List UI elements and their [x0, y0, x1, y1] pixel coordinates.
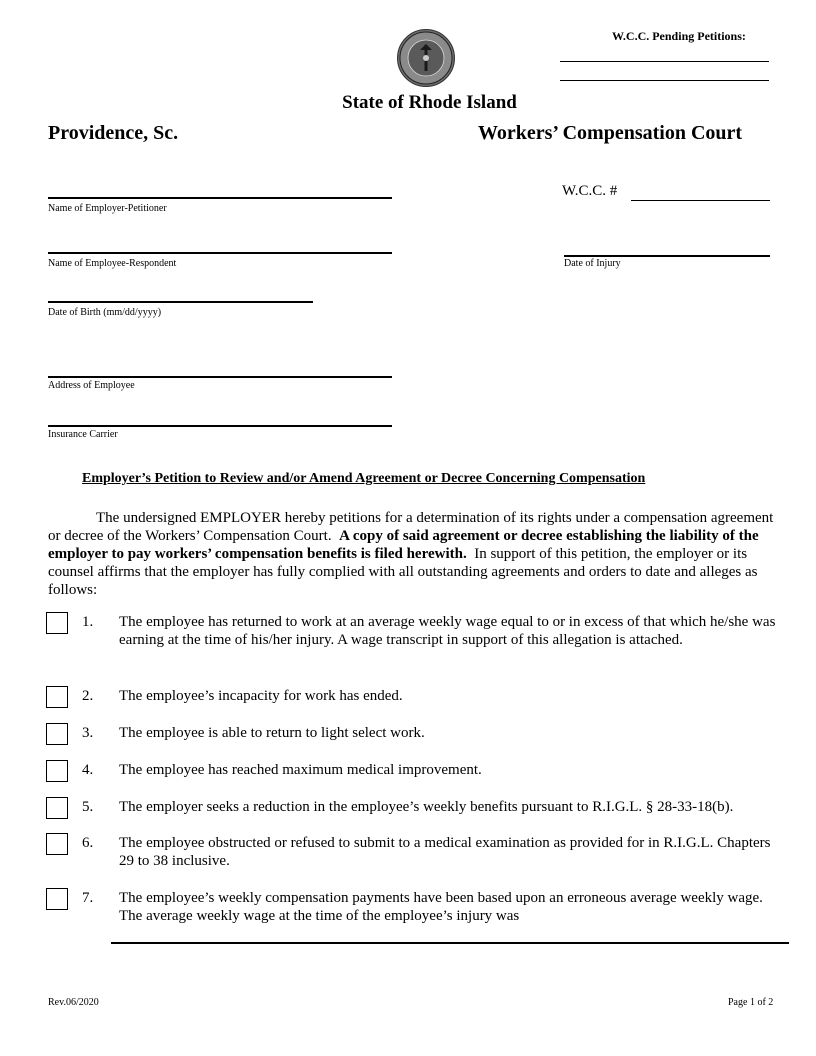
allegation-checkbox-2[interactable] — [46, 686, 68, 708]
revision-label: Rev.06/2020 — [48, 997, 99, 1008]
date-of-injury-label: Date of Injury — [564, 258, 621, 269]
allegation-text: The employee is able to return to light select work. — [119, 725, 425, 741]
insurance-carrier-field[interactable] — [48, 425, 392, 427]
employer-name-field[interactable] — [48, 197, 392, 199]
allegation-number: 2. — [82, 688, 94, 704]
allegation-text: The employee has reached maximum medical improvement. — [119, 762, 482, 778]
employee-name-field[interactable] — [48, 252, 392, 254]
allegation-checkbox-4[interactable] — [46, 760, 68, 782]
state-title: State of Rhode Island — [342, 92, 517, 113]
allegation-number: 6. — [82, 835, 94, 851]
court-title: Workers’ Compensation Court — [478, 122, 743, 144]
allegation-text: The employee has returned to work at an average weekly wage equal to or in excess of that which he/she was earning at the time of his/her injury. A wage transcript in support of this allegation is attached. — [119, 614, 776, 648]
seal-emblem-icon — [398, 30, 454, 86]
date-of-injury-field[interactable] — [564, 255, 770, 257]
employee-address-label: Address of Employee — [48, 380, 135, 391]
allegation-text: The employer seeks a reduction in the employee’s weekly benefits pursuant to R.I.G.L. § 28-33-18(b). — [119, 799, 734, 815]
intro-text-2: In support of this petition, the employer or its counsel affirms that the employer has fully complied with all outstanding agreements and orders to date and alleges as follows: — [48, 546, 758, 598]
allegation-text: The employee’s weekly compensation payments have been based upon an erroneous average weekly wage. The average weekly wage at the time of the employee’s injury was — [119, 890, 763, 924]
pending-petitions-line-1[interactable] — [560, 61, 769, 62]
allegation-number: 3. — [82, 725, 94, 741]
allegation-text: The employee’s incapacity for work has ended. — [119, 688, 403, 704]
page-number: Page 1 of 2 — [728, 997, 774, 1008]
allegation-number: 5. — [82, 799, 94, 815]
allegation-checkbox-3[interactable] — [46, 723, 68, 745]
date-of-birth-field[interactable] — [48, 301, 313, 303]
county-label: Providence, Sc. — [48, 122, 179, 144]
intro-text-bold: A copy of said agreement or decree establishing the liability of the employer to pay workers’ compensation benefits is filed herewith. — [48, 528, 759, 562]
allegation-checkbox-5[interactable] — [46, 797, 68, 819]
allegation-checkbox-1[interactable] — [46, 612, 68, 634]
judiciary-seal — [397, 29, 455, 87]
allegation-number: 1. — [82, 614, 94, 630]
allegation-number: 4. — [82, 762, 94, 778]
date-of-birth-label: Date of Birth (mm/dd/yyyy) — [48, 307, 162, 318]
employee-name-label: Name of Employee-Respondent — [48, 258, 177, 269]
wcc-number-label: W.C.C. # — [562, 183, 618, 199]
insurance-carrier-label: Insurance Carrier — [48, 429, 118, 440]
average-weekly-wage-field[interactable] — [111, 942, 789, 944]
pending-petitions-label: W.C.C. Pending Petitions: — [612, 29, 746, 43]
allegation-text: The employee obstructed or refused to submit to a medical examination as provided for in R.I.G.L. Chapters 29 to 38 inclusive. — [119, 835, 771, 869]
petition-title: Employer’s Petition to Review and/or Amend Agreement or Decree Concerning Compensation — [82, 471, 646, 486]
wcc-number-field[interactable] — [631, 200, 770, 201]
employee-address-field[interactable] — [48, 376, 392, 378]
employer-name-label: Name of Employer-Petitioner — [48, 203, 167, 214]
pending-petitions-line-2[interactable] — [560, 80, 769, 81]
petition-intro — [48, 509, 776, 599]
allegation-checkbox-6[interactable] — [46, 833, 68, 855]
allegation-checkbox-7[interactable] — [46, 888, 68, 910]
intro-text-1: The undersigned EMPLOYER hereby petitions for a determination of its rights under a compensation agreement or decree of the Workers’ Compensation Court. — [48, 510, 774, 544]
allegation-number: 7. — [82, 890, 94, 906]
